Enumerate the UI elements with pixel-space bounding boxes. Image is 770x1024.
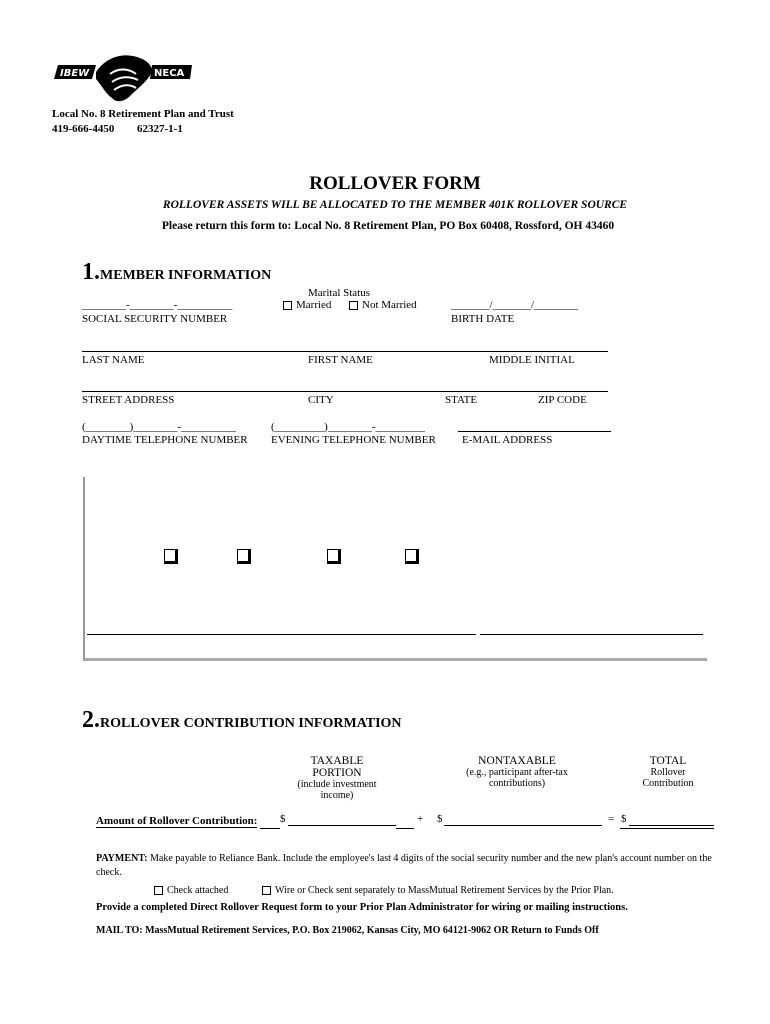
check-attached-option[interactable] [154,885,228,896]
total-line-2: Rollover [650,767,686,778]
form-title: ROLLOVER FORM [309,173,481,194]
taxable-line-4: income) [320,790,354,801]
marital-not-married-option[interactable] [349,299,417,311]
address-input-line[interactable] [82,391,608,392]
daytime-phone-field[interactable]: (________)________-__________ [82,421,236,433]
equals-sign: = [608,813,615,825]
married-checkbox[interactable] [283,301,292,310]
street-address-label: STREET ADDRESS [82,394,175,406]
return-address: Please return this form to: Local No. 8 Retirement Plan, PO Box 60408, Rossford, OH 43460 [161,220,615,232]
wire-label: Wire or Check sent separately to MassMutual Retirement Services by the Prior Plan. [275,885,614,896]
middle-initial-label: MIDDLE INITIAL [489,354,575,366]
option-checkbox-1[interactable] [164,549,178,564]
taxable-amount-line[interactable] [288,825,396,826]
birth-date-label: BIRTH DATE [451,313,515,325]
wire-option[interactable] [262,885,614,896]
wire-checkbox[interactable] [262,886,271,895]
nontaxable-line-1: NONTAXABLE [478,755,556,767]
evening-phone-label: EVENING TELEPHONE NUMBER [271,434,436,446]
ibew-neca-logo [52,50,194,106]
section1-title: MEMBER INFORMATION [100,268,272,283]
nontaxable-amount-line[interactable] [444,825,602,826]
email-input-line[interactable] [458,431,611,432]
section2-number: 2. [82,707,100,733]
option-checkbox-4[interactable] [405,549,419,564]
evening-phone-field[interactable]: (_________)________-_________ [271,421,425,433]
nontaxable-line-2: (e.g., participant after-tax [466,767,568,778]
plan-number: 62327-1-1 [137,123,183,135]
zip-code-label: ZIP CODE [538,394,587,406]
taxable-header [282,755,392,801]
option-checkbox-3[interactable] [327,549,341,564]
section1-number: 1. [82,259,100,285]
total-header [630,755,706,789]
taxable-line-3: (include investment [297,779,377,790]
not-married-checkbox[interactable] [349,301,358,310]
taxable-amount-line-ext [396,828,414,829]
amount-label: Amount of Rollover Contribution: [96,815,258,827]
ssn-label: SOCIAL SECURITY NUMBER [82,313,228,325]
first-name-label: FIRST NAME [308,354,373,366]
nontaxable-line-3: contributions) [488,778,546,789]
payment-instructions [96,852,728,880]
form-subtitle: ROLLOVER ASSETS WILL BE ALLOCATED TO THE MEMBER 401K ROLLOVER SOURCE [162,199,628,211]
nontaxable-dollar-sign: $ [437,813,443,825]
phone-number: 419-666-4450 [52,123,115,135]
married-label: Married [296,299,332,311]
total-amount-line[interactable] [629,825,714,826]
birth-date-field[interactable]: _______/_______/________ [451,299,579,311]
signature-line[interactable] [87,634,476,635]
logo-right-text: NECA [154,68,185,79]
last-name-label: LAST NAME [82,354,145,366]
section2-title: ROLLOVER CONTRIBUTION INFORMATION [100,716,402,731]
taxable-line-1: TAXABLE [310,755,364,767]
total-dollar-sign: $ [621,813,627,825]
nontaxable-header [450,755,584,789]
ssn-field[interactable]: ________-________-__________ [82,299,233,311]
total-amount-line-under [620,828,714,829]
direct-rollover-note: Provide a completed Direct Rollover Request form to your Prior Plan Administrator for wiring or mailing instructions. [96,902,628,913]
logo-left-text: IBEW [60,68,90,79]
check-attached-label: Check attached [167,885,229,896]
option-checkbox-2[interactable] [237,549,251,564]
marital-status-label: Marital Status [308,287,371,299]
amount-label-underline-ext [260,828,280,829]
marital-married-option[interactable] [283,299,331,311]
plus-sign: + [417,813,424,825]
city-label: CITY [308,394,334,406]
daytime-phone-label: DAYTIME TELEPHONE NUMBER [82,434,248,446]
not-married-label: Not Married [362,299,417,311]
total-line-1: TOTAL [649,755,687,767]
section2-heading [82,707,402,734]
mail-to-address: MAIL TO: MassMutual Retirement Services, P.O. Box 219062, Kansas City, MO 64121-9062 OR Return to Funds Off [96,925,599,936]
check-attached-checkbox[interactable] [154,886,163,895]
payment-text: Make payable to Reliance Bank. Include the employee's last 4 digits of the social security number and the new plan's account number on the check. [96,853,712,878]
org-name: Local No. 8 Retirement Plan and Trust [52,108,234,120]
date-line[interactable] [480,634,703,635]
total-line-3: Contribution [642,778,694,789]
taxable-line-2: PORTION [312,767,362,779]
payment-label: PAYMENT: [96,853,148,864]
section1-heading [82,259,271,286]
state-label: STATE [445,394,478,406]
email-label: E-MAIL ADDRESS [462,434,553,446]
name-input-line[interactable] [82,351,608,352]
taxable-dollar-sign: $ [280,813,286,825]
